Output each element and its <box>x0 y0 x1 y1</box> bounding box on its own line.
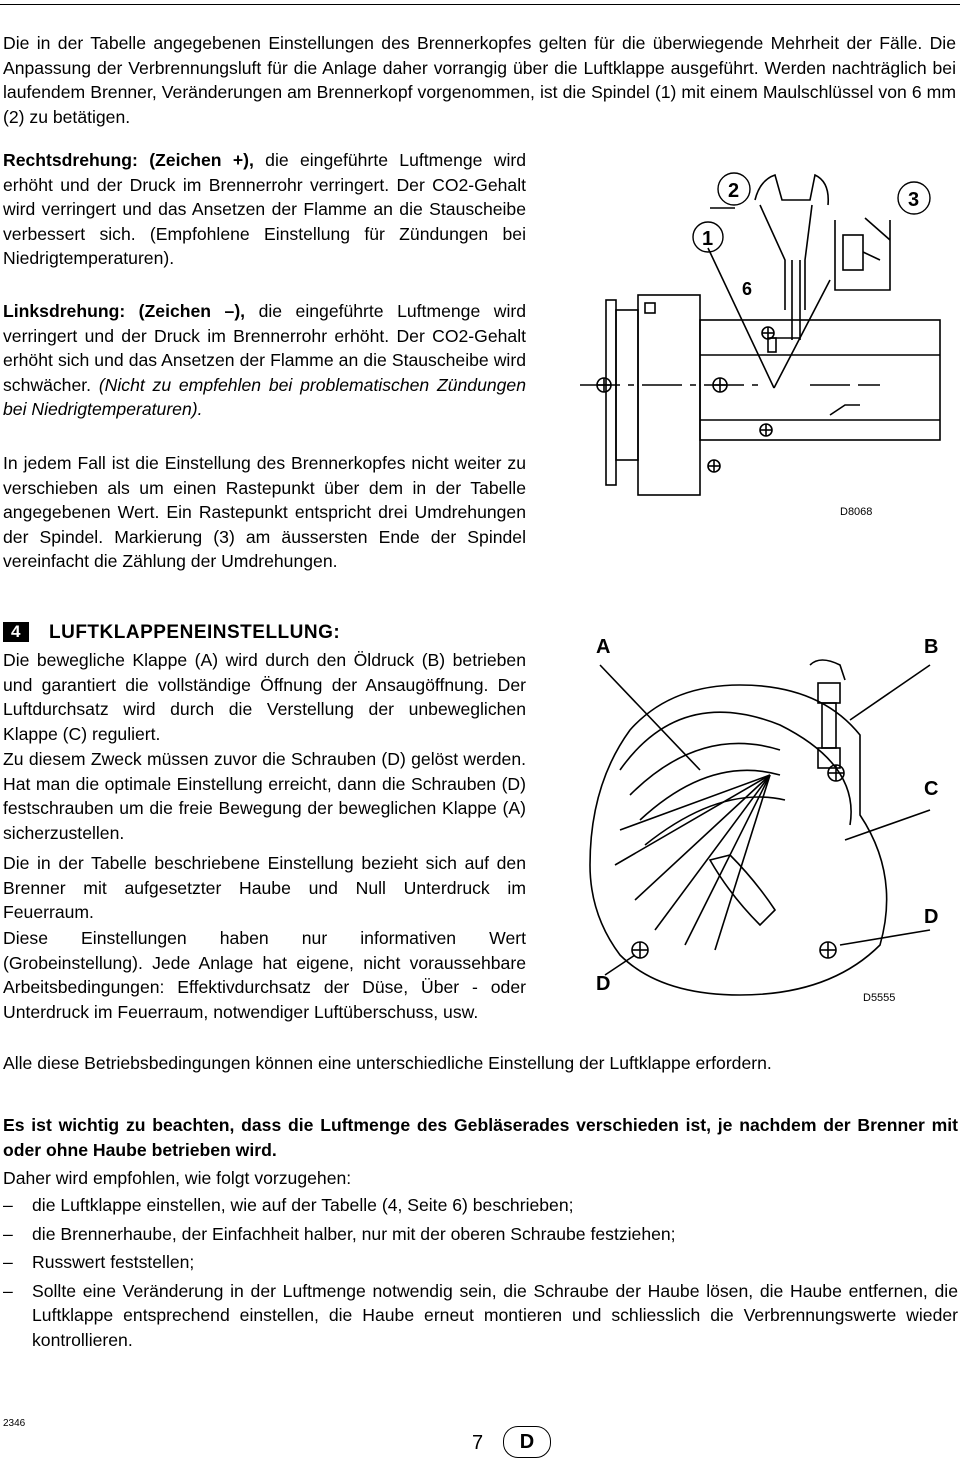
right-turn-heading: Rechtsdrehung: (Zeichen +), <box>3 150 254 170</box>
recommend-line: Daher wird empfohlen, wie folgt vorzugehen: <box>3 1168 352 1188</box>
figure2-code: D5555 <box>863 992 896 1004</box>
steps-list <box>3 1193 958 1356</box>
dash-bullet: – <box>3 1280 13 1301</box>
figure1-code: D8068 <box>840 506 873 518</box>
section-4-p1: Die bewegliche Klappe (A) wird durch den Öldruck (B) betrieben und garantiert die vollständige Öffnung der Ansaugöffnung. Der Luftdurchsatz wird durch die Verstellung der unbeweglichen Klappe (C) reguliert. <box>3 650 526 744</box>
label-D-left: D <box>596 973 611 995</box>
intro-paragraph: Die in der Tabelle angegebenen Einstellungen des Brennerkopfes gelten für die überwiegende Mehrheit der Fälle. Die Anpassung der Verbrennungsluft für die Anlage daher vorrangig über die Luftklappe ausgeführt. Werden nachträglich bei laufendem Brenner, Veränderungen am Brennerkopf vorgenommen, ist die Spindel (1) mit einem Maulschlüssel von 6 mm (2) zu betätigen. <box>3 33 956 127</box>
label-3: 3 <box>908 189 920 211</box>
rastpunkt-paragraph: In jedem Fall ist die Einstellung des Brennerkopfes nicht weiter zu verschieben als um einen Rastepunkt über dem in der Tabelle angegebenen Wert. Ein Rastepunkt entspricht drei Umdrehungen der Spindel. Markierung (3) am äussersten Ende der Spindel vereinfacht die Zählung der Umdrehungen. <box>3 453 526 571</box>
dash-bullet: – <box>3 1252 13 1272</box>
right-turn-text: die eingeführte Luftmenge wird erhöht und der Druck im Brennerrohr verringert. Der CO2-Gehalt wird verringert und das Ansetzen der Flamme an die Stauscheibe verbessert sich. (Empfohlene Einstellung für Zündungen bei Niedrigtemperaturen). <box>3 150 527 268</box>
air-damper-figure <box>560 625 958 1020</box>
label-C: C <box>924 778 939 800</box>
list-item: – Russwert feststellen; <box>3 1250 958 1275</box>
list-item: – die Brennerhaube, der Einfachheit halber, nur mit der oberen Schraube festziehen; <box>3 1222 958 1247</box>
label-2: 2 <box>728 180 740 202</box>
section-4-p5: Alle diese Betriebsbedingungen können eine unterschiedliche Einstellung der Luftklappe erfordern. <box>3 1053 772 1073</box>
important-note: Es ist wichtig zu beachten, dass die Luftmenge des Gebläserades verschieden ist, je nachdem der Brenner mit oder ohne Haube betrieben wird. <box>3 1115 958 1160</box>
dash-bullet: – <box>3 1223 13 1244</box>
right-turn-paragraph <box>3 148 526 271</box>
label-B: B <box>924 636 939 658</box>
top-rule <box>0 4 960 5</box>
list-item: – Sollte eine Veränderung in der Luftmenge notwendig sein, die Schraube der Haube lösen, die Haube entfernen, die Luftklappe entsprechend einstellen, die Haube erneut montieren und schliesslich die Verbrennungswerte wieder kontrollieren. <box>3 1280 958 1350</box>
page-number: 7 <box>472 1432 484 1454</box>
section-4-heading <box>3 622 340 644</box>
document-code: 2346 <box>3 1418 26 1429</box>
section-number-badge: 4 <box>3 622 29 642</box>
label-6: 6 <box>742 279 753 299</box>
label-1: 1 <box>702 228 714 250</box>
section-4-p3: Die in der Tabelle beschriebene Einstellung bezieht sich auf den Brenner mit aufgesetzter Haube und Null Unterdruck im Feuerraum. <box>3 853 526 922</box>
section-title: LUFTKLAPPENEINSTELLUNG: <box>49 622 341 643</box>
left-turn-note: (Nicht zu empfehlen bei problematischen Zündungen bei Niedrigtemperaturen). <box>3 374 527 419</box>
left-turn-heading: Linksdrehung: (Zeichen –), <box>3 301 246 321</box>
left-turn-text: die eingeführte Luftmenge wird verringert und der Druck im Brennerrohr erhöht. Der CO2-Gehalt erhöht sich und das Ansetzen der Flamme an die Stauscheibe wird schwächer. <box>3 301 526 395</box>
burner-head-figure <box>560 160 958 530</box>
language-badge: D <box>503 1426 551 1458</box>
section-4-p4: Diese Einstellungen haben nur informativen Wert (Grobeinstellung). Jede Anlage hat eigene, nicht voraussehbare Arbeitsbedingungen: Effektivdurchsatz der Düse, Über - oder Unterdruck im Feuerraum, notwendiger Luftüberschuss, usw. <box>3 928 526 1022</box>
section-4-p2: Zu diesem Zweck müssen zuvor die Schrauben (D) gelöst werden. Hat man die optimale Einstellung erreicht, dann die Schrauben (D) festschrauben um die freie Bewegung der beweglichen Klappe (A) sicherzustellen. <box>3 749 526 843</box>
dash-bullet: – <box>3 1195 13 1215</box>
list-item: – die Luftklappe einstellen, wie auf der Tabelle (4, Seite 6) beschrieben; <box>3 1193 958 1218</box>
left-turn-paragraph <box>3 299 526 422</box>
label-A: A <box>596 636 611 658</box>
label-D-right: D <box>924 906 939 928</box>
